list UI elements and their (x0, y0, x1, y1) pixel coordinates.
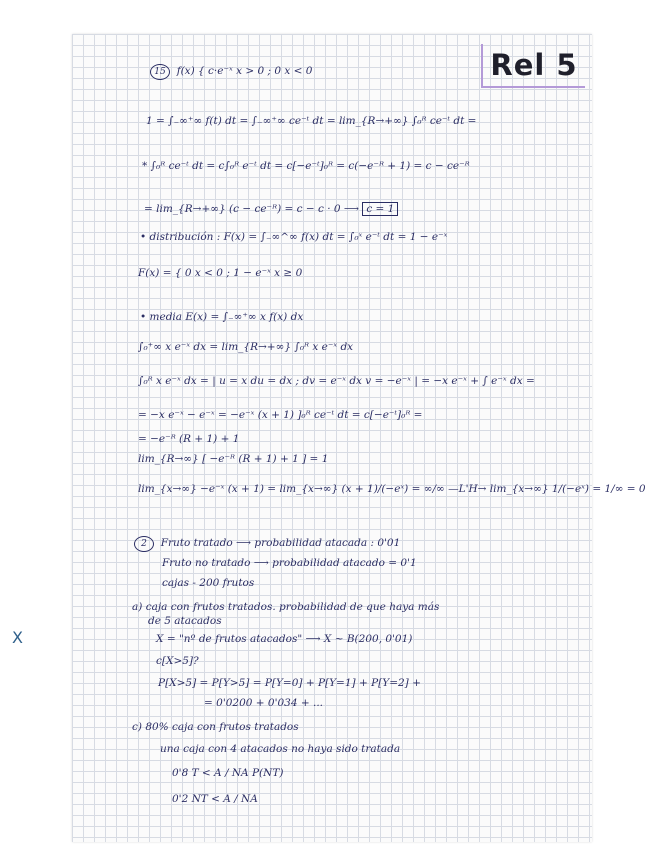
ex15-number: 15 (150, 64, 170, 80)
ex2-line-10: c) 80% caja con frutos tratados (132, 721, 299, 733)
ex2-line-1: Fruto tratado ⟶ probabilidad atacada : 0'01 (160, 537, 401, 549)
ex2-line-9: = 0'0200 + 0'034 + ... (204, 697, 323, 709)
ex2-line-3: cajas - 200 frutos (162, 577, 255, 589)
ex15-line-9: ∫₀ᴿ x e⁻ˣ dx = | u = x du = dx ; dv = e⁻ˣ dx v = −e⁻ˣ | = −x e⁻ˣ + ∫ e⁻ˣ dx = (138, 375, 535, 387)
ex2-number: 2 (134, 536, 154, 552)
ex2-header (134, 536, 400, 552)
ex15-line-4 (144, 202, 398, 216)
ex2-line-7: c[X>5]? (156, 655, 199, 667)
ex2-line-4: a) caja con frutos tratados. probabilidad de que haya más (132, 601, 440, 613)
ex15-line-7: • media E(x) = ∫₋∞⁺∞ x f(x) dx (140, 311, 304, 323)
ex2-tree-line-1: 0'8 T < A / NA P(NT) (172, 767, 284, 779)
ex15-line-6: F(x) = { 0 x < 0 ; 1 − e⁻ˣ x ≥ 0 (138, 267, 303, 279)
ex15-line-2: 1 = ∫₋∞⁺∞ f(t) dt = ∫₋∞⁺∞ ce⁻ᵗ dt = lim_{R→+∞} ∫₀ᴿ ce⁻ᵗ dt = (146, 115, 477, 127)
notebook-page (72, 34, 646, 842)
page-title: Rel 5 (490, 48, 578, 82)
margin-x-mark: X (12, 628, 23, 647)
ex15-line-11: = −e⁻ᴿ (R + 1) + 1 (138, 433, 240, 445)
title-box (481, 44, 585, 88)
ex15-limit-text: = lim_{R→+∞} (c − ce⁻ᴿ) = c − c · 0 ⟶ (144, 203, 359, 215)
ex2-tree-line-2: 0'2 NT < A / NA (172, 793, 258, 805)
boxed-result: c = 1 (362, 202, 398, 216)
ex2-line-5: de 5 atacados (148, 615, 222, 627)
ex15-line-5: • distribución : F(x) = ∫₋∞^∞ f(x) dt = ∫₀ˣ e⁻ᵗ dt = 1 − e⁻ˣ (140, 231, 448, 243)
ex15-line-8: ∫₀⁺∞ x e⁻ˣ dx = lim_{R→+∞} ∫₀ᴿ x e⁻ˣ dx (138, 341, 354, 353)
ex2-line-11: una caja con 4 atacados no haya sido tratada (160, 743, 401, 755)
ex2-line-6: X = "nº de frutos atacados" ⟶ X ~ B(200, 0'01) (156, 633, 413, 645)
ex15-line-12: lim_{R→∞} [ −e⁻ᴿ (R + 1) + 1 ] = 1 (138, 453, 329, 465)
ex15-line-3: * ∫₀ᴿ ce⁻ᵗ dt = c∫₀ᴿ e⁻ᵗ dt = c[−e⁻ᵗ]₀ᴿ = c(−e⁻ᴿ + 1) = c − ce⁻ᴿ (142, 160, 470, 172)
ex15-line-1: f(x) { c·e⁻ˣ x > 0 ; 0 x < 0 (176, 65, 313, 77)
ex2-line-8: P[X>5] = P[Y>5] = P[Y=0] + P[Y=1] + P[Y=2] + (158, 677, 421, 689)
ex15-header (150, 64, 312, 80)
ex15-line-10: = −x e⁻ˣ − e⁻ˣ = −e⁻ˣ (x + 1) ]₀ᴿ ce⁻ᵗ dt = c[−e⁻ᵗ]₀ᴿ = (138, 409, 423, 421)
ex2-line-2: Fruto no tratado ⟶ probabilidad atacado = 0'1 (162, 557, 417, 569)
ex15-line-13: lim_{x→∞} −e⁻ˣ (x + 1) = lim_{x→∞} (x + 1)/(−eˣ) = ∞/∞ —L'H→ lim_{x→∞} 1/(−eˣ) = 1/∞ = 0 (138, 483, 646, 495)
